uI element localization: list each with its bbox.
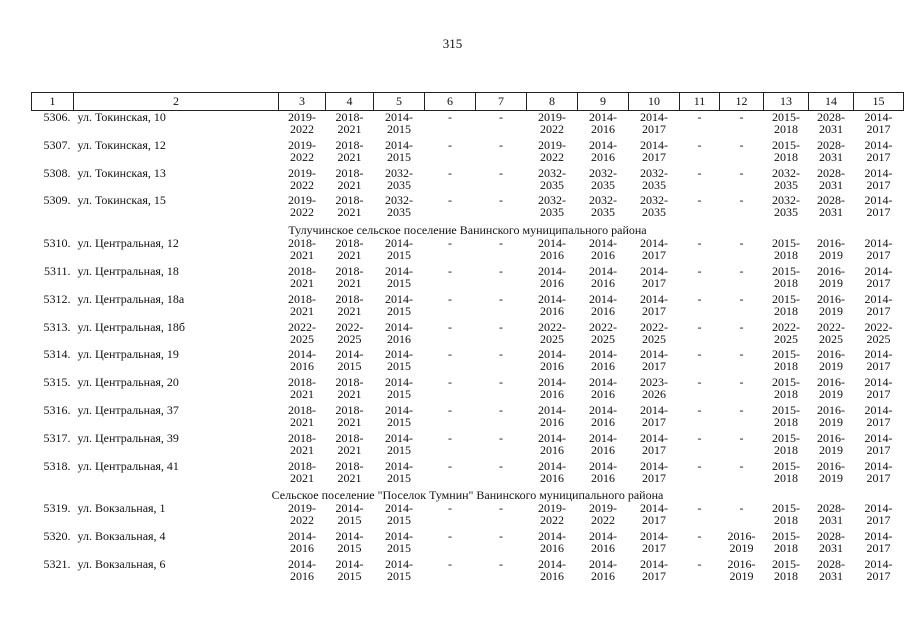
year-range-cell: - [448, 110, 452, 124]
address-cell: ул. Центральная, 39 [77, 430, 179, 445]
address-cell: ул. Токинская, 13 [77, 165, 166, 180]
year-range-cell: - [697, 165, 702, 180]
year-range-cell: 2014- 2017 [864, 263, 893, 290]
year-range-cell: 2014- 2016 [589, 430, 617, 457]
table-row [32, 167, 904, 195]
year-range-cell: - [448, 319, 452, 334]
year-range-cell: 2014- 2016 [589, 110, 617, 136]
column-header-8: 8 [527, 93, 578, 111]
year-range-cell: 2014- 2015 [335, 529, 364, 556]
year-range-cell: 2022- 2025 [288, 319, 316, 346]
year-range-cell: 2019- 2022 [288, 501, 316, 528]
year-range-cell: 2014- 2016 [589, 347, 617, 374]
year-range-cell: - [448, 236, 452, 251]
address-cell: ул. Центральная, 41 [77, 458, 179, 473]
year-range-cell: 2022- 2025 [640, 319, 668, 346]
year-range-cell: 2014- 2017 [864, 291, 893, 318]
year-range-cell: 2015- 2018 [772, 529, 800, 556]
year-range-cell: - [499, 402, 503, 417]
year-range-cell: 2014- 2017 [864, 556, 893, 583]
year-range-cell: - [697, 110, 702, 124]
year-range-cell: - [448, 137, 452, 152]
year-range-cell: 2015- 2018 [772, 236, 800, 263]
year-range-cell: 2028- 2031 [817, 501, 845, 528]
year-range-cell: 2016- 2019 [817, 430, 845, 457]
year-range-cell: 2028- 2031 [817, 137, 845, 164]
year-range-cell: 2014- 2017 [864, 193, 893, 220]
address-cell: ул. Токинская, 15 [77, 193, 166, 208]
address-cell: ул. Центральная, 18а [77, 291, 185, 306]
year-range-cell: 2014- 2017 [640, 137, 668, 164]
address-cell: ул. Центральная, 37 [77, 402, 179, 417]
year-range-cell: 2018- 2021 [288, 458, 316, 485]
year-range-cell: 2014- 2017 [640, 291, 668, 318]
address-cell: ул. Токинская, 10 [77, 110, 166, 124]
year-range-cell: 2022- 2025 [772, 319, 800, 346]
year-range-cell: 2015- 2018 [772, 402, 800, 429]
year-range-cell: 2032- 2035 [385, 165, 413, 192]
year-range-cell: 2032- 2035 [385, 193, 413, 220]
year-range-cell: - [448, 458, 452, 473]
year-range-cell: 2014- 2015 [385, 291, 413, 318]
year-range-cell: 2018- 2021 [335, 137, 364, 164]
year-range-cell: 2015- 2018 [772, 430, 800, 457]
year-range-cell: - [499, 375, 503, 390]
year-range-cell: - [499, 501, 503, 516]
section-heading-row [32, 487, 904, 502]
year-range-cell: - [697, 529, 702, 544]
row-number: 5321. [43, 556, 71, 571]
year-range-cell: - [448, 193, 452, 208]
year-range-cell: 2014- 2016 [288, 529, 316, 556]
year-range-cell: 2014- 2017 [864, 110, 893, 136]
year-range-cell: 2032- 2035 [538, 193, 566, 220]
year-range-cell: 2022- 2025 [589, 319, 617, 346]
year-range-cell: - [499, 110, 503, 124]
year-range-cell: 2014- 2016 [589, 529, 617, 556]
year-range-cell: - [697, 556, 702, 571]
year-range-cell: 2014- 2016 [589, 375, 617, 402]
year-range-cell: 2014- 2015 [385, 263, 413, 290]
year-range-cell: - [739, 236, 744, 251]
column-header-11: 11 [680, 93, 720, 111]
row-number: 5316. [43, 402, 71, 417]
year-range-cell: - [448, 402, 452, 417]
year-range-cell: 2014- 2017 [864, 458, 893, 485]
year-range-cell: 2023- 2026 [640, 375, 668, 402]
year-range-cell: 2018- 2021 [335, 236, 364, 263]
year-range-cell: 2014- 2016 [589, 263, 617, 290]
row-number: 5309. [43, 193, 71, 208]
year-range-cell: 2018- 2021 [335, 402, 364, 429]
year-range-cell: 2014- 2017 [864, 402, 893, 429]
year-range-cell: - [448, 556, 452, 571]
year-range-cell: 2015- 2018 [772, 110, 800, 136]
year-range-cell: - [448, 291, 452, 306]
column-header-3: 3 [279, 93, 326, 111]
year-range-cell: 2018- 2021 [288, 236, 316, 263]
year-range-cell: 2028- 2031 [817, 165, 845, 192]
table-row [32, 111, 904, 139]
column-header-1: 1 [32, 93, 74, 111]
year-range-cell: 2016- 2019 [817, 458, 845, 485]
column-header-6: 6 [425, 93, 476, 111]
year-range-cell: 2022- 2025 [864, 319, 893, 346]
year-range-cell: 2015- 2018 [772, 263, 800, 290]
year-range-cell: 2019- 2022 [538, 137, 566, 164]
row-number: 5311. [43, 263, 71, 278]
year-range-cell: - [499, 347, 503, 362]
column-header-15: 15 [854, 93, 904, 111]
year-range-cell: 2022- 2025 [335, 319, 364, 346]
table-row [32, 558, 904, 586]
year-range-cell: - [499, 529, 503, 544]
year-range-cell: - [499, 556, 503, 571]
year-range-cell: - [697, 458, 702, 473]
year-range-cell: 2018- 2021 [288, 430, 316, 457]
year-range-cell: 2016- 2019 [817, 347, 845, 374]
year-range-cell: 2019- 2022 [589, 501, 617, 528]
address-cell: ул. Вокзальная, 6 [77, 556, 166, 571]
year-range-cell: 2028- 2031 [817, 556, 845, 583]
year-range-cell: 2014- 2016 [589, 291, 617, 318]
year-range-cell: 2014- 2016 [538, 236, 566, 263]
year-range-cell: 2014- 2016 [538, 430, 566, 457]
year-range-cell: 2014- 2017 [640, 458, 668, 485]
row-number: 5315. [43, 375, 71, 390]
year-range-cell: 2015- 2018 [772, 291, 800, 318]
year-range-cell: 2028- 2031 [817, 110, 845, 136]
column-header-14: 14 [809, 93, 854, 111]
row-number: 5314. [43, 347, 71, 362]
year-range-cell: - [697, 347, 702, 362]
year-range-cell: - [448, 165, 452, 180]
year-range-cell: 2014- 2015 [385, 347, 413, 374]
year-range-cell: 2018- 2021 [288, 375, 316, 402]
year-range-cell: 2014- 2016 [538, 529, 566, 556]
year-range-cell: 2018- 2021 [335, 165, 364, 192]
year-range-cell: 2015- 2018 [772, 458, 800, 485]
year-range-cell: 2014- 2016 [288, 347, 316, 374]
year-range-cell: - [697, 501, 702, 516]
year-range-cell: - [448, 529, 452, 544]
row-number: 5306. [43, 110, 71, 124]
page-number: 315 [442, 36, 463, 51]
year-range-cell: 2032- 2035 [538, 165, 566, 192]
year-range-cell: 2018- 2021 [335, 193, 364, 220]
year-range-cell: 2014- 2016 [538, 402, 566, 429]
column-header-10: 10 [629, 93, 680, 111]
table-row [32, 460, 904, 488]
year-range-cell: 2022- 2025 [538, 319, 566, 346]
year-range-cell: 2014- 2016 [538, 556, 566, 583]
year-range-cell: 2014- 2015 [335, 347, 364, 374]
year-range-cell: 2015- 2018 [772, 347, 800, 374]
year-range-cell: 2016- 2019 [817, 375, 845, 402]
row-number: 5319. [43, 501, 71, 516]
year-range-cell: 2014- 2016 [538, 291, 566, 318]
year-range-cell: 2014- 2017 [640, 263, 668, 290]
year-range-cell: 2014- 2017 [864, 165, 893, 192]
address-cell: ул. Токинская, 12 [77, 137, 166, 152]
year-range-cell: 2018- 2021 [335, 375, 364, 402]
year-range-cell: 2016- 2019 [727, 556, 756, 583]
year-range-cell: 2014- 2016 [538, 263, 566, 290]
year-range-cell: 2014- 2015 [385, 458, 413, 485]
year-range-cell: - [499, 291, 503, 306]
year-range-cell: 2019- 2022 [288, 193, 316, 220]
year-range-cell: 2014- 2016 [288, 556, 316, 583]
table-row [32, 237, 904, 265]
year-range-cell: 2014- 2017 [640, 430, 668, 457]
year-range-cell: - [739, 110, 744, 124]
table-row [32, 348, 904, 376]
year-range-cell: 2018- 2021 [288, 402, 316, 429]
year-range-cell: - [739, 402, 744, 417]
year-range-cell: 2014- 2015 [385, 402, 413, 429]
table-row [32, 404, 904, 432]
year-range-cell: 2015- 2018 [772, 556, 800, 583]
schedule-table [31, 92, 904, 586]
year-range-cell: 2014- 2017 [864, 375, 893, 402]
year-range-cell: 2016- 2019 [817, 236, 845, 263]
year-range-cell: 2014- 2015 [385, 137, 413, 164]
year-range-cell: 2028- 2031 [817, 193, 845, 220]
year-range-cell: - [739, 430, 744, 445]
year-range-cell: 2018- 2021 [335, 110, 364, 136]
year-range-cell: - [697, 236, 702, 251]
table-row [32, 530, 904, 558]
row-number: 5310. [43, 236, 71, 251]
table-row [32, 321, 904, 349]
year-range-cell: 2014- 2017 [640, 501, 668, 528]
year-range-cell: - [697, 137, 702, 152]
year-range-cell: 2032- 2035 [640, 165, 668, 192]
year-range-cell: 2014- 2015 [385, 430, 413, 457]
column-header-13: 13 [764, 93, 809, 111]
year-range-cell: 2032- 2035 [772, 193, 800, 220]
year-range-cell: - [499, 458, 503, 473]
address-cell: ул. Центральная, 12 [77, 236, 179, 251]
year-range-cell: 2019- 2022 [538, 110, 566, 136]
address-cell: ул. Центральная, 19 [77, 347, 179, 362]
address-cell: ул. Центральная, 18б [77, 319, 186, 334]
year-range-cell: - [697, 193, 702, 208]
column-header-12: 12 [720, 93, 764, 111]
year-range-cell: - [697, 291, 702, 306]
year-range-cell: 2028- 2031 [817, 529, 845, 556]
address-cell: ул. Вокзальная, 4 [77, 529, 166, 544]
year-range-cell: 2015- 2018 [772, 501, 800, 528]
address-cell: ул. Центральная, 20 [77, 375, 179, 390]
year-range-cell: - [448, 347, 452, 362]
year-range-cell: 2014- 2017 [640, 556, 668, 583]
year-range-cell: 2032- 2035 [772, 165, 800, 192]
year-range-cell: 2014- 2017 [864, 137, 893, 164]
year-range-cell: 2014- 2017 [864, 501, 893, 528]
column-number-header-row [32, 93, 904, 111]
column-header-4: 4 [326, 93, 374, 111]
year-range-cell: - [448, 263, 452, 278]
row-number: 5313. [43, 319, 71, 334]
year-range-cell: 2014- 2016 [538, 458, 566, 485]
year-range-cell: 2014- 2016 [538, 375, 566, 402]
year-range-cell: - [739, 501, 744, 516]
year-range-cell: 2032- 2035 [640, 193, 668, 220]
table-row [32, 502, 904, 530]
table-body [32, 111, 904, 586]
table-row [32, 265, 904, 293]
year-range-cell: 2014- 2015 [385, 236, 413, 263]
year-range-cell: - [499, 319, 503, 334]
year-range-cell: - [499, 263, 503, 278]
row-number: 5308. [43, 165, 71, 180]
year-range-cell: 2014- 2016 [385, 319, 413, 346]
year-range-cell: 2014- 2016 [589, 402, 617, 429]
column-header-7: 7 [476, 93, 527, 111]
year-range-cell: 2014- 2016 [589, 137, 617, 164]
year-range-cell: - [739, 375, 744, 390]
year-range-cell: 2014- 2015 [385, 529, 413, 556]
year-range-cell: - [739, 263, 744, 278]
year-range-cell: 2019- 2022 [288, 110, 316, 136]
year-range-cell: 2014- 2017 [640, 236, 668, 263]
year-range-cell: 2014- 2017 [864, 347, 893, 374]
year-range-cell: 2018- 2021 [335, 430, 364, 457]
table-row [32, 432, 904, 460]
section-title: Тулучинское сельское поселение Ванинского муниципального района [288, 222, 647, 237]
year-range-cell: 2014- 2017 [640, 347, 668, 374]
year-range-cell: 2014- 2017 [640, 110, 668, 136]
year-range-cell: 2014- 2015 [335, 556, 364, 583]
year-range-cell: 2016- 2019 [817, 291, 845, 318]
year-range-cell: 2014- 2017 [640, 402, 668, 429]
year-range-cell: 2018- 2021 [335, 263, 364, 290]
year-range-cell: 2014- 2017 [864, 430, 893, 457]
row-number: 5317. [43, 430, 71, 445]
year-range-cell: - [499, 430, 503, 445]
table-row [32, 376, 904, 404]
year-range-cell: - [448, 430, 452, 445]
table-row [32, 194, 904, 222]
year-range-cell: - [448, 501, 452, 516]
section-heading-row [32, 222, 904, 237]
year-range-cell: 2014- 2015 [385, 375, 413, 402]
year-range-cell: 2016- 2019 [817, 263, 845, 290]
year-range-cell: 2019- 2022 [538, 501, 566, 528]
year-range-cell: 2019- 2022 [288, 137, 316, 164]
year-range-cell: 2014- 2017 [864, 236, 893, 263]
year-range-cell: 2022- 2025 [817, 319, 845, 346]
column-header-2: 2 [74, 93, 279, 111]
year-range-cell: 2014- 2016 [589, 236, 617, 263]
year-range-cell: - [499, 165, 503, 180]
year-range-cell: 2018- 2021 [335, 458, 364, 485]
year-range-cell: 2014- 2015 [385, 110, 413, 136]
year-range-cell: 2015- 2018 [772, 375, 800, 402]
year-range-cell: 2014- 2015 [385, 501, 413, 528]
row-number: 5307. [43, 137, 71, 152]
year-range-cell: 2018- 2021 [288, 291, 316, 318]
row-number: 5320. [43, 529, 71, 544]
table-row [32, 293, 904, 321]
year-range-cell: - [739, 165, 744, 180]
year-range-cell: 2018- 2021 [335, 291, 364, 318]
column-header-9: 9 [578, 93, 629, 111]
year-range-cell: 2016- 2019 [817, 402, 845, 429]
year-range-cell: - [697, 319, 702, 334]
year-range-cell: - [739, 291, 744, 306]
year-range-cell: - [739, 193, 744, 208]
year-range-cell: 2019- 2022 [288, 165, 316, 192]
column-header-5: 5 [374, 93, 425, 111]
year-range-cell: - [697, 263, 702, 278]
year-range-cell: - [499, 236, 503, 251]
year-range-cell: - [499, 193, 503, 208]
address-cell: ул. Центральная, 18 [77, 263, 179, 278]
address-cell: ул. Вокзальная, 1 [77, 501, 166, 516]
year-range-cell: 2032- 2035 [589, 193, 617, 220]
year-range-cell: 2014- 2016 [538, 347, 566, 374]
year-range-cell: 2015- 2018 [772, 137, 800, 164]
year-range-cell: 2014- 2016 [589, 458, 617, 485]
year-range-cell: - [739, 319, 744, 334]
year-range-cell: - [697, 375, 702, 390]
section-title: Сельское поселение "Поселок Тумнин" Ванинского муниципального района [271, 487, 664, 502]
year-range-cell: - [697, 402, 702, 417]
year-range-cell: 2014- 2015 [385, 556, 413, 583]
year-range-cell: 2014- 2017 [864, 529, 893, 556]
year-range-cell: - [697, 430, 702, 445]
year-range-cell: - [448, 375, 452, 390]
year-range-cell: - [739, 458, 744, 473]
year-range-cell: - [739, 347, 744, 362]
row-number: 5318. [43, 458, 71, 473]
year-range-cell: 2014- 2016 [589, 556, 617, 583]
table-row [32, 139, 904, 167]
year-range-cell: 2032- 2035 [589, 165, 617, 192]
year-range-cell: 2016- 2019 [727, 529, 756, 556]
year-range-cell: 2014- 2017 [640, 529, 668, 556]
row-number: 5312. [43, 291, 71, 306]
year-range-cell: - [499, 137, 503, 152]
year-range-cell: 2018- 2021 [288, 263, 316, 290]
year-range-cell: 2014- 2015 [335, 501, 364, 528]
year-range-cell: - [739, 137, 744, 152]
